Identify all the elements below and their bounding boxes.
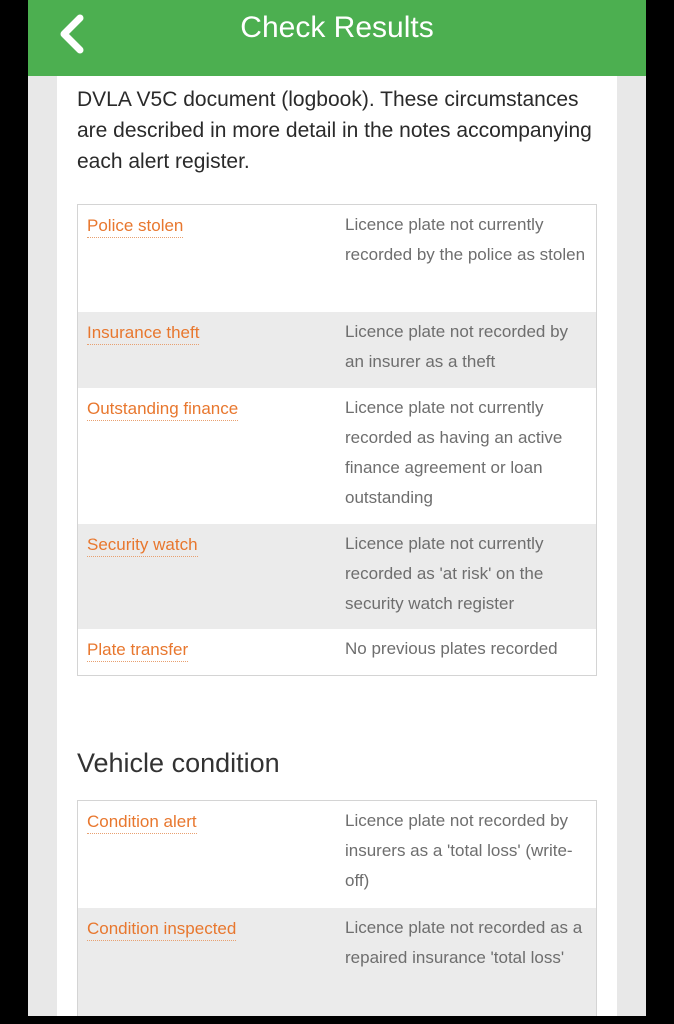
table-row [78,312,596,388]
app-screen [28,0,646,1016]
alert-status: Licence plate not currently recorded as 'at risk' on the security watch register [345,534,544,613]
alert-link-plate-transfer[interactable]: Plate transfer [87,640,188,662]
condition-status: Licence plate not recorded as a repaired insurance 'total loss' [345,918,583,967]
alert-status: Licence plate not currently recorded as having an active finance agreement or loan outstanding [345,398,563,507]
page-title: Check Results [240,11,434,44]
alert-link-security-watch[interactable]: Security watch [87,535,198,557]
alert-status: Licence plate not recorded by an insurer as a theft [345,322,569,371]
condition-link-alert[interactable]: Condition alert [87,812,197,834]
section-title-vehicle-condition: Vehicle condition [77,748,280,778]
condition-link-inspected[interactable]: Condition inspected [87,919,236,941]
results-card [57,76,617,1016]
table-row [78,908,596,1016]
alert-status: No previous plates recorded [345,639,558,658]
table-row [78,388,596,524]
alert-link-police-stolen[interactable]: Police stolen [87,216,183,238]
alert-link-insurance-theft[interactable]: Insurance theft [87,323,199,345]
table-row [78,801,596,908]
alert-status: Licence plate not currently recorded by the police as stolen [345,215,586,264]
alert-link-outstanding-finance[interactable]: Outstanding finance [87,399,238,421]
alerts-table [77,204,597,676]
table-row [78,524,596,629]
table-row [78,629,596,675]
condition-table [77,800,597,1016]
intro-paragraph: DVLA V5C document (logbook). These circumstances are described in more detail in the notes accompanying each alert register. [77,88,592,173]
table-row [78,205,596,312]
app-header [28,0,646,76]
condition-status: Licence plate not recorded by insurers as a 'total loss' (write-off) [345,811,573,890]
